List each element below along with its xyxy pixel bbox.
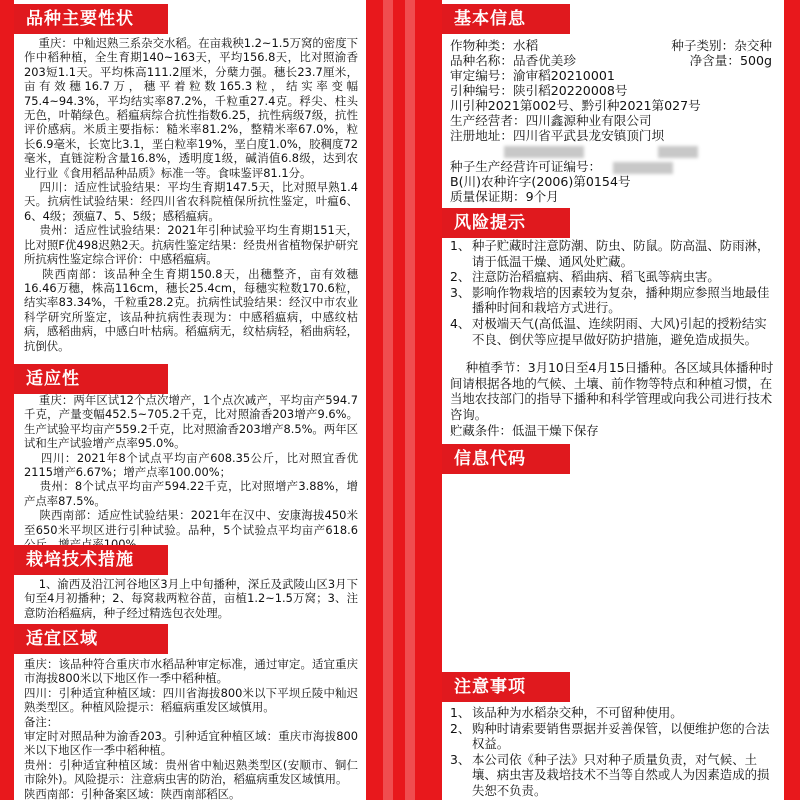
left-panel <box>14 0 366 800</box>
section-header-adaptability: 适应性 <box>14 364 168 394</box>
redacted-block <box>658 146 698 158</box>
notes-list <box>450 705 774 799</box>
risk-list <box>450 238 774 347</box>
row-license-value <box>450 174 772 189</box>
storage-text: 贮藏条件：低温干燥下保存 <box>450 423 599 438</box>
section-header-basic-info: 基本信息 <box>442 4 570 34</box>
address-label: 注册地址： <box>450 128 513 143</box>
row-redacted <box>450 143 772 158</box>
net-label: 净含量： <box>689 53 740 68</box>
license-value: B(川)农种许字(2006)第0154号 <box>450 174 631 189</box>
operator-value: 四川鑫源种业有限公司 <box>525 113 652 128</box>
planting-season-text: 种植季节：3月10日至4月15日播种。各区域具体播种时间请根据各地的气候、土壤、前作物等特点和种植习惯，在当地农技部门的指导下播种和科学管理或向我公司进行技术咨询。 <box>450 360 774 422</box>
license-label: 种子生产经营许可证编号： <box>450 159 602 174</box>
right-panel <box>442 0 784 800</box>
cultivation-text: 1、渝西及沿江河谷地区3月上中旬播种，深丘及武陵山区3月下旬至4月初播种；2、每窝栽两粒谷苗，亩植1.2~1.5万窝；3、注意防治稻瘟病，种子经过精选包衣处理。 <box>24 577 358 620</box>
row-variety <box>450 53 772 68</box>
adaptability-text: 重庆：两年区试12个点次增产，1个点次减产，平均亩产594.7千克，产量变幅452.5~705.2千克，比对照渝香203增产9.6%。生产试验平均亩产559.2千克，比对照渝香203增产8.5%。两年区试和生产试验增产点率95.0%。 四川：2021年8个试点平均亩产608.35公斤，比对照宜香优2115增产6.67%；增产点率100.00%； 贵州：8个试点平均亩产594.22千克，比对照增产3.88%，增产点率87.5%。 陕西南部：适应性试验结果：2021年在汉中、安康海拔450米至650米平坝区进行引种试验。品种，5个试验点平均亩产618.6 <box>24 393 359 537</box>
row-crop <box>450 38 772 53</box>
section-header-cultivation: 栽培技术措施 <box>14 545 168 575</box>
row-license <box>450 159 772 174</box>
section-header-info-code: 信息代码 <box>442 444 570 474</box>
risk-item: 4、 对极端天气(高低温、连续阴雨、大风)引起的授粉结实不良、倒伏等应提早做好防护措施，避免造成损失。 <box>450 315 767 347</box>
row-address <box>450 128 772 143</box>
seedtype-label: 种子类别： <box>671 38 735 53</box>
row-operator <box>450 113 772 128</box>
net-value: 500g <box>739 53 772 68</box>
note-item: 1、 该品种为水稻杂交种，不可留种使用。 <box>450 705 683 720</box>
row-intro <box>450 83 772 98</box>
intro-label: 引种编号： <box>450 83 513 98</box>
approval-value: 渝审稻20210001 <box>512 68 615 83</box>
traits-text: 重庆：中籼迟熟三系杂交水稻。在亩栽秧1.2~1.5万窝的密度下作中稻种植，全生育期140~163天，平均156.8天，比对照渝香203短1.1天。平均株高111.2厘米，分蘖力强。穗长23.7厘米，亩有效穗16.7万，穗平着粒数165.3粒，结实率变幅75.4~94.3%，平均结实率87.2%，千粒重27.4克。稃尖、柱头无色，叶鞘绿色。稻瘟病综合抗性指数6.25，抗性病级7级，抗性评价感病。米质主要指标：糙米率81.2%，整精米率67.0%，粒长6.9毫米，长宽比3.1，垩白粒率19%，垩白度1.0%，胶稠度72毫米，直链淀粉含量16.8%，透明度1级，碱消值6.8级，达到农业行业《食用稻品种品质》标准一等。食味鉴评81.1分。 四川：适应性试验结果：平均生育期147.5天，比对照早熟1.4天。抗病性试验结果：经四川省农科院植保所抗性鉴定，叶瘟6、6、4级；颈瘟7、5、5级；感稻瘟病。 贵州：适应性试验结果：2021年引种试验平均生育期151天，比对照F优498迟熟2天。抗病性鉴定结果：经贵州省植物保护研究所抗病性鉴定综合评价：中感稻瘟病。 陕西南部：该品种全生育期150.8天，出穗整齐，亩有效穗16.46万穗，株高116cm，穗长25.4cm，每穗实粒数170.6粒，结实率83.34%，千粒重28.2克。抗病性试验结果：经汉中市农业科学研究所鉴定，该品种抗病性表现为：中感稻瘟病，中感纹枯病，感稻曲病，中感白叶枯病。稻瘟病无，纹枯病轻，稻曲病轻，抗倒伏。 <box>24 36 359 353</box>
approval-label: 审定编号： <box>450 68 513 83</box>
risk-item: 3、 影响作物栽培的因素较为复杂，播种期应参照当地最佳播种时间和栽培方式进行。 <box>450 284 770 316</box>
note-item: 2、 购种时请索要销售票据并妥善保管，以便维护您的合法权益。 <box>450 720 770 752</box>
divider-stripe <box>405 0 415 800</box>
shelf-label: 质量保证期： <box>450 189 526 204</box>
operator-label: 生产经营者： <box>450 113 526 128</box>
section-header-notes: 注意事项 <box>442 672 570 702</box>
section-header-traits: 品种主要性状 <box>14 4 168 34</box>
variety-label: 品种名称： <box>450 53 513 68</box>
divider-stripe <box>383 0 393 800</box>
redacted-block <box>504 146 584 158</box>
region-text: 重庆：该品种符合重庆市水稻品种审定标准，通过审定。适宜重庆市海拔800米以下地区作一季中稻种植。 四川：引种适宜种植区域：四川省海拔800米以下平坝丘陵中籼迟熟类型区。种植风险提示：稻瘟病重发区域慎用。 备注： 审定时对照品种为渝香203。引种适宜种植区域：重庆市海拔800米以下地区作一季中稻种植。 贵州：引种适宜种植区域：贵州省中籼迟熟类型区(安顺市、铜仁市除外)。风险提示：注意病虫害的防治，稻瘟病重发区域慎用。 陕西南部：引种备案区域：陕西南部稻区。 <box>24 657 358 800</box>
address-value: 四川省平武县龙安镇顶门坝 <box>512 128 665 143</box>
section-header-region: 适宜区域 <box>14 624 168 654</box>
intro-extra: 川引种2021第002号、黔引种2021第027号 <box>450 98 701 113</box>
row-shelf <box>450 189 772 204</box>
section-header-risk: 风险提示 <box>442 208 570 238</box>
row-approval <box>450 68 772 83</box>
note-item: 3、 本公司依《种子法》只对种子质量负责，对气候、土壤、病虫害及栽培技术不当等自然或人为因素造成的损失恕不负责。 <box>450 751 770 798</box>
shelf-value: 9个月 <box>525 189 559 204</box>
crop-value: 水稻 <box>512 38 539 53</box>
seedtype-value: 杂交种 <box>734 38 772 53</box>
crop-label: 作物种类： <box>450 38 513 53</box>
risk-item: 1、 种子贮藏时注意防潮、防虫、防鼠。防高温、防雨淋，请于低温干燥、通风处贮藏。 <box>450 238 770 269</box>
risk-item: 2、 注意防治稻瘟病、稻曲病、稻飞虱等病虫害。 <box>450 269 720 285</box>
row-intro-extra <box>450 98 772 113</box>
intro-value: 陕引稻20220008号 <box>512 83 628 98</box>
redacted-block <box>613 162 673 174</box>
variety-value: 品香优美珍 <box>512 53 576 68</box>
